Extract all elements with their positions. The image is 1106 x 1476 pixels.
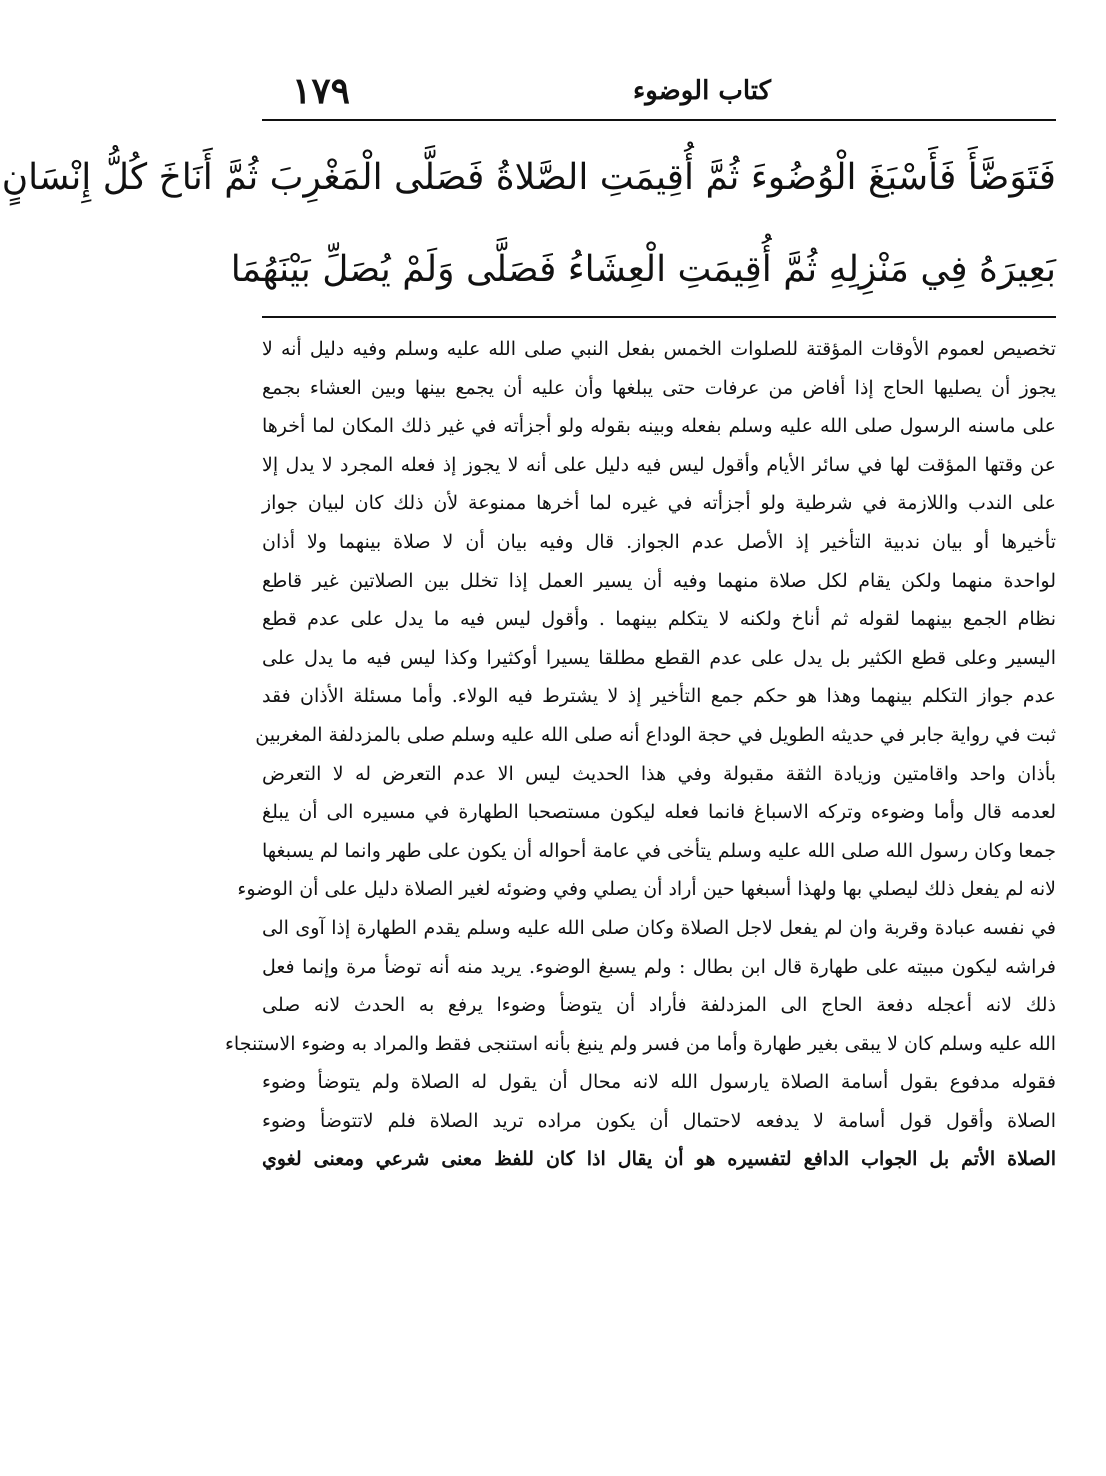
commentary-line: الصلاة وأقول قول أسامة لا يدفعه لاحتمال أن يكون مراده تريد الصلاة فلم لاتتوضأ وضوء (262, 1109, 1056, 1132)
commentary-line: على ماسنه الرسول صلى الله عليه وسلم بفعله وبينه بقوله ولو أجزأته في غير ذلك المكان لما أخرها (262, 415, 1056, 438)
commentary-line: يجوز أن يصليها الحاج إذا أفاض من عرفات حتى يبلغها وأن عليه أن يجمع بينها وبين العشاء بجمع (262, 376, 1056, 399)
commentary-line: جمعا وكان رسول الله صلى الله عليه وسلم يتأخى في عامة أحواله أن يكون على طهر وانما لم يسبغها (262, 839, 1056, 862)
commentary-line: في نفسه عبادة وقربة وان لم يفعل لاجل الصلاة وكان صلى الله عليه وسلم يقدم الطهارة إذا آوى الى (262, 916, 1056, 939)
commentary-line: عن وقتها المؤقت لها في سائر الأيام وأقول ليس فيه دليل على أنه لا يجوز إذ فعله المجرد لا يدل إلا (262, 453, 1056, 476)
commentary-line: الله عليه وسلم كان لا يبقى بغير طهارة وأما من فسر ولم ينبغ بأنه استنجى فقط والمراد به وضوء الاستنجاء (224, 1032, 1056, 1055)
hadith-line: فَتَوَضَّأَ فَأَسْبَغَ الْوُضُوءَ ثُمَّ أُقِيمَتِ الصَّلاةُ فَصَلَّى الْمَغْرِبَ ثُمَّ أَنَاخَ كُلُّ إِنْسَانٍ (1, 157, 1056, 198)
commentary-line: فراشه ليكون مبيته على طهارة قال ابن بطال : ولم يسبغ الوضوء. يريد منه أنه توضأ مرة وإنما فعل (262, 955, 1056, 978)
commentary-line: نظام الجمع بينهما لقوله ثم أناخ ولكنه لا يتكلم بينهما . وأقول ليس فيه ما يدل على عدم قطع (262, 608, 1056, 631)
header-rule (262, 119, 1056, 121)
commentary-line: ذلك لانه أعجله دفعة الحاج الى المزدلفة فأراد أن يتوضأ وضوءا يرفع به الحدث لانه صلى (262, 994, 1056, 1017)
commentary-line: اليسير وعلى قطع الكثير بل يدل على عدم القطع مطلقا يسيرا أوكثيرا وكذا ليس فيه ما يدل على (262, 646, 1056, 669)
commentary-line: بأذان واحد واقامتين وزيادة الثقة مقبولة وفي هذا الحديث ليس الا عدم التعرض له لا التعرض (262, 762, 1056, 785)
commentary-line: لعدمه قال وأما وضوءه وتركه الاسباغ فانما فعله ليكون مستصحبا الطهارة في مسيره الى أن يبلغ (262, 801, 1056, 824)
page-header (262, 70, 1056, 120)
commentary-text (224, 330, 1056, 1179)
hadith-text (1, 132, 1056, 316)
commentary-line: لواحدة منهما ولكن يقام لكل صلاة منهما وفيه أن يسير العمل إذا تخلل بين الصلاتين غير قاطع (262, 569, 1056, 592)
commentary-line: تأخيرها أو بيان ندبية التأخير إذ الأصل عدم الجواز. قال وفيه بيان أن لا صلاة بينهما ولا أذان (262, 530, 1056, 553)
page-number: ١٧٩ (292, 70, 351, 112)
commentary-line: ثبت في رواية جابر في حديثه الطويل في حجة الوداع أنه صلى الله عليه وسلم صلى بالمزدلفة المغربين (255, 723, 1056, 746)
commentary-line: فقوله مدفوع بقول أسامة الصلاة يارسول الله لانه محال أن يقول له الصلاة ولم يتوضأ وضوء (262, 1071, 1056, 1094)
commentary-line: تخصيص لعموم الأوقات المؤقتة للصلوات الخمس بفعل النبي صلى الله عليه وسلم وفيه دليل أنه لا (262, 338, 1056, 360)
section-separator (262, 316, 1056, 318)
commentary-line: عدم جواز التكلم بينهما وهذا هو حكم جمع التأخير إذ لا يشترط فيه الولاء. وأما مسئلة الأذان فقد (262, 685, 1056, 708)
running-title: كتاب الوضوء (633, 76, 771, 106)
commentary-line: على الندب واللازمة في شرطية ولو أجزأته في غيره لما أخرها ممنوعة لأن ذلك كان لبيان جواز (262, 492, 1056, 515)
hadith-line: بَعِيرَهُ فِي مَنْزِلِهِ ثُمَّ أُقِيمَتِ الْعِشَاءُ فَصَلَّى وَلَمْ يُصَلِّ بَيْنَهُمَا (230, 249, 1056, 290)
commentary-line: لانه لم يفعل ذلك ليصلي بها ولهذا أسبغها حين أراد أن يصلي وفي وضوئه لغير الصلاة دليل على أن الوضوء (237, 878, 1056, 901)
commentary-line: الصلاة الأتم بل الجواب الدافع لتفسيره هو أن يقال اذا كان للفظ معنى شرعي ومعنى لغوي (262, 1148, 1056, 1171)
